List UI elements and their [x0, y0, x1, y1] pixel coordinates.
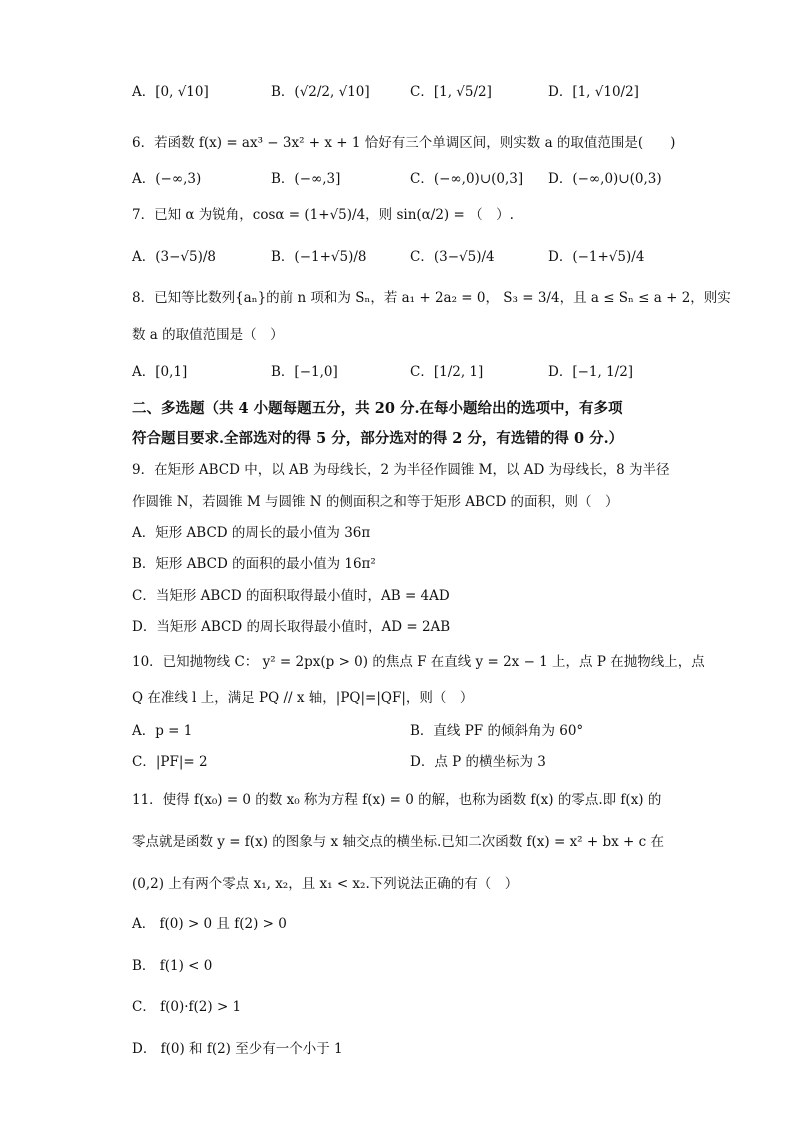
- q9-stem-line1: 9．在矩形 ABCD 中，以 AB 为母线长，2 为半径作圆锥 M，以 AD 为母线长，8 为半径: [132, 462, 670, 478]
- q10-stem-line2: Q 在准线 l 上，满足 PQ // x 轴，|PQ|=|QF|，则（ ）: [132, 690, 474, 706]
- q10-option-d: D．点 P 的横坐标为 3: [410, 754, 546, 770]
- q8-option-c: C．[1/2, 1]: [410, 364, 484, 380]
- q7-option-a: A．(3−√5)/8: [132, 249, 217, 265]
- q9-option-a: A．矩形 ABCD 的周长的最小值为 36π: [132, 525, 371, 541]
- q6-option-b: B．(−∞,3]: [271, 171, 341, 187]
- section2-heading-line1: 二、多选题（共 4 小题每题五分，共 20 分.在每小题给出的选项中，有多项: [132, 400, 623, 417]
- q11-option-c: C． f(0)·f(2) > 1: [132, 999, 242, 1015]
- q11-stem-line3: (0,2) 上有两个零点 x₁, x₂，且 x₁ < x₂.下列说法正确的有（ ）: [132, 876, 519, 892]
- q10-option-c: C．|PF|= 2: [132, 754, 208, 770]
- q6-option-c: C．(−∞,0)∪(0,3]: [410, 171, 524, 187]
- section2-heading-line2: 符合题目要求.全部选对的得 5 分，部分选对的得 2 分，有选错的得 0 分.）: [132, 430, 624, 447]
- q7-option-d: D．(−1+√5)/4: [548, 249, 645, 265]
- q8-option-a: A．[0,1]: [132, 364, 188, 380]
- q10-option-a: A．p = 1: [132, 723, 193, 739]
- q8-option-d: D．[−1, 1/2]: [548, 364, 634, 380]
- q10-stem-line1: 10．已知抛物线 C： y² = 2px(p > 0) 的焦点 F 在直线 y = 2x − 1 上，点 P 在抛物线上，点: [132, 654, 705, 670]
- q9-option-d: D．当矩形 ABCD 的周长取得最小值时，AD = 2AB: [132, 619, 451, 635]
- q8-stem-line1: 8．已知等比数列{aₙ}的前 n 项和为 Sₙ，若 a₁ + 2a₂ = 0， S₃ = 3/4，且 a ≤ Sₙ ≤ a + 2，则实: [132, 290, 731, 306]
- q5-option-d: D．[1, √10/2]: [548, 84, 639, 100]
- q11-stem-line2: 零点就是函数 y = f(x) 的图象与 x 轴交点的横坐标.已知二次函数 f(x) = x² + bx + c 在: [132, 834, 664, 850]
- q7-stem: 7．已知 α 为锐角，cosα = (1+√5)/4，则 sin(α/2) = （ ）.: [132, 207, 514, 223]
- q11-stem-line1: 11．使得 f(x₀) = 0 的数 x₀ 称为方程 f(x) = 0 的解，也称为函数 f(x) 的零点.即 f(x) 的: [132, 792, 662, 808]
- q7-option-c: C．(3−√5)/4: [410, 249, 495, 265]
- q10-option-b: B．直线 PF 的倾斜角为 60°: [410, 723, 584, 739]
- q8-option-b: B．[−1,0]: [271, 364, 338, 380]
- q11-option-b: B． f(1) < 0: [132, 958, 213, 974]
- q6-stem: 6．若函数 f(x) = ax³ − 3x² + x + 1 恰好有三个单调区间，则实数 a 的取值范围是( ): [132, 135, 676, 151]
- q6-option-d: D．(−∞,0)∪(0,3): [548, 171, 662, 187]
- q6-option-a: A．(−∞,3): [132, 171, 202, 187]
- q5-option-a: A．[0, √10]: [132, 84, 209, 100]
- q11-option-d: D． f(0) 和 f(2) 至少有一个小于 1: [132, 1041, 343, 1057]
- q9-option-c: C．当矩形 ABCD 的面积取得最小值时，AB = 4AD: [132, 588, 450, 604]
- q8-stem-line2: 数 a 的取值范围是（ ）: [132, 327, 284, 343]
- q9-option-b: B．矩形 ABCD 的面积的最小值为 16π²: [132, 556, 376, 572]
- q11-option-a: A． f(0) > 0 且 f(2) > 0: [132, 916, 287, 932]
- q5-option-b: B．(√2/2, √10]: [271, 84, 370, 100]
- q9-stem-line2: 作圆锥 N，若圆锥 M 与圆锥 N 的侧面积之和等于矩形 ABCD 的面积，则（ ）: [132, 494, 619, 510]
- q5-option-c: C．[1, √5/2]: [410, 84, 492, 100]
- q7-option-b: B．(−1+√5)/8: [271, 249, 367, 265]
